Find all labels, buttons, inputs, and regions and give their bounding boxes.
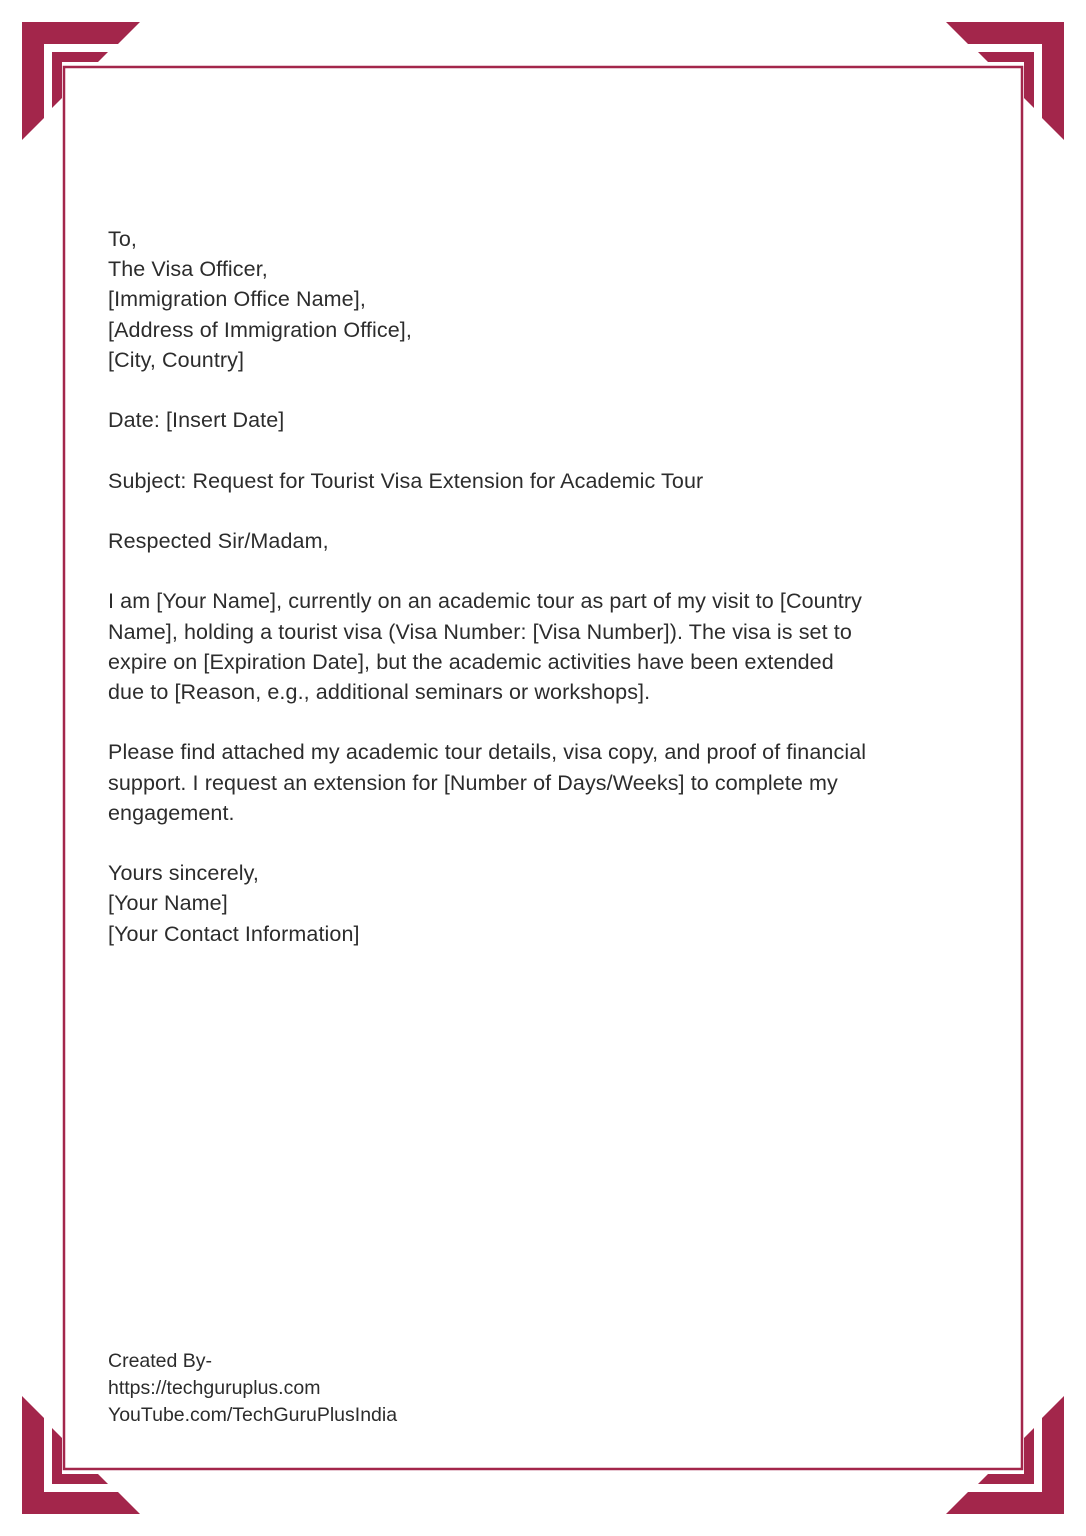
closing-contact: [Your Contact Information] (108, 921, 360, 946)
recipient-office: [Immigration Office Name], (108, 287, 366, 312)
corner-ornament-top-right (946, 22, 1064, 140)
recipient-address: [Address of Immigration Office], (108, 317, 412, 342)
body-paragraph-2-line: support. I request an extension for [Number of Days/Weeks] to complete my (108, 770, 838, 795)
body-paragraph-1-line: I am [Your Name], currently on an academic tour as part of my visit to [Country (108, 589, 862, 614)
recipient-title: The Visa Officer, (108, 257, 268, 282)
letter-salutation: Respected Sir/Madam, (108, 528, 329, 553)
closing-name: [Your Name] (108, 891, 228, 916)
footer-website-link[interactable]: https://techguruplus.com (108, 1377, 321, 1399)
body-paragraph-2-line: engagement. (108, 800, 235, 825)
footer-created-by: Created By- (108, 1350, 213, 1372)
corner-ornament-top-left (22, 22, 140, 140)
letter-subject: Subject: Request for Tourist Visa Extension for Academic Tour (108, 468, 704, 493)
recipient-city: [City, Country] (108, 347, 245, 372)
credits-footer (108, 1348, 397, 1429)
corner-ornament-bottom-right (946, 1396, 1064, 1514)
footer-youtube-link[interactable]: YouTube.com/TechGuruPlusIndia (108, 1404, 398, 1426)
body-paragraph-2 (108, 737, 988, 828)
body-paragraph-1-line: due to [Reason, e.g., additional seminars or workshops]. (108, 679, 651, 704)
recipient-to: To, (108, 227, 137, 251)
body-paragraph-1-line: expire on [Expiration Date], but the academic activities have been extended (108, 649, 834, 674)
letter-body (108, 224, 988, 949)
body-paragraph-1 (108, 586, 988, 707)
closing-phrase: Yours sincerely, (108, 861, 259, 886)
letter-date: Date: [Insert Date] (108, 408, 285, 433)
recipient-block (108, 224, 988, 375)
body-paragraph-2-line: Please find attached my academic tour details, visa copy, and proof of financial (108, 740, 867, 765)
closing-block (108, 858, 988, 949)
body-paragraph-1-line: Name], holding a tourist visa (Visa Number: [Visa Number]). The visa is set to (108, 619, 852, 644)
